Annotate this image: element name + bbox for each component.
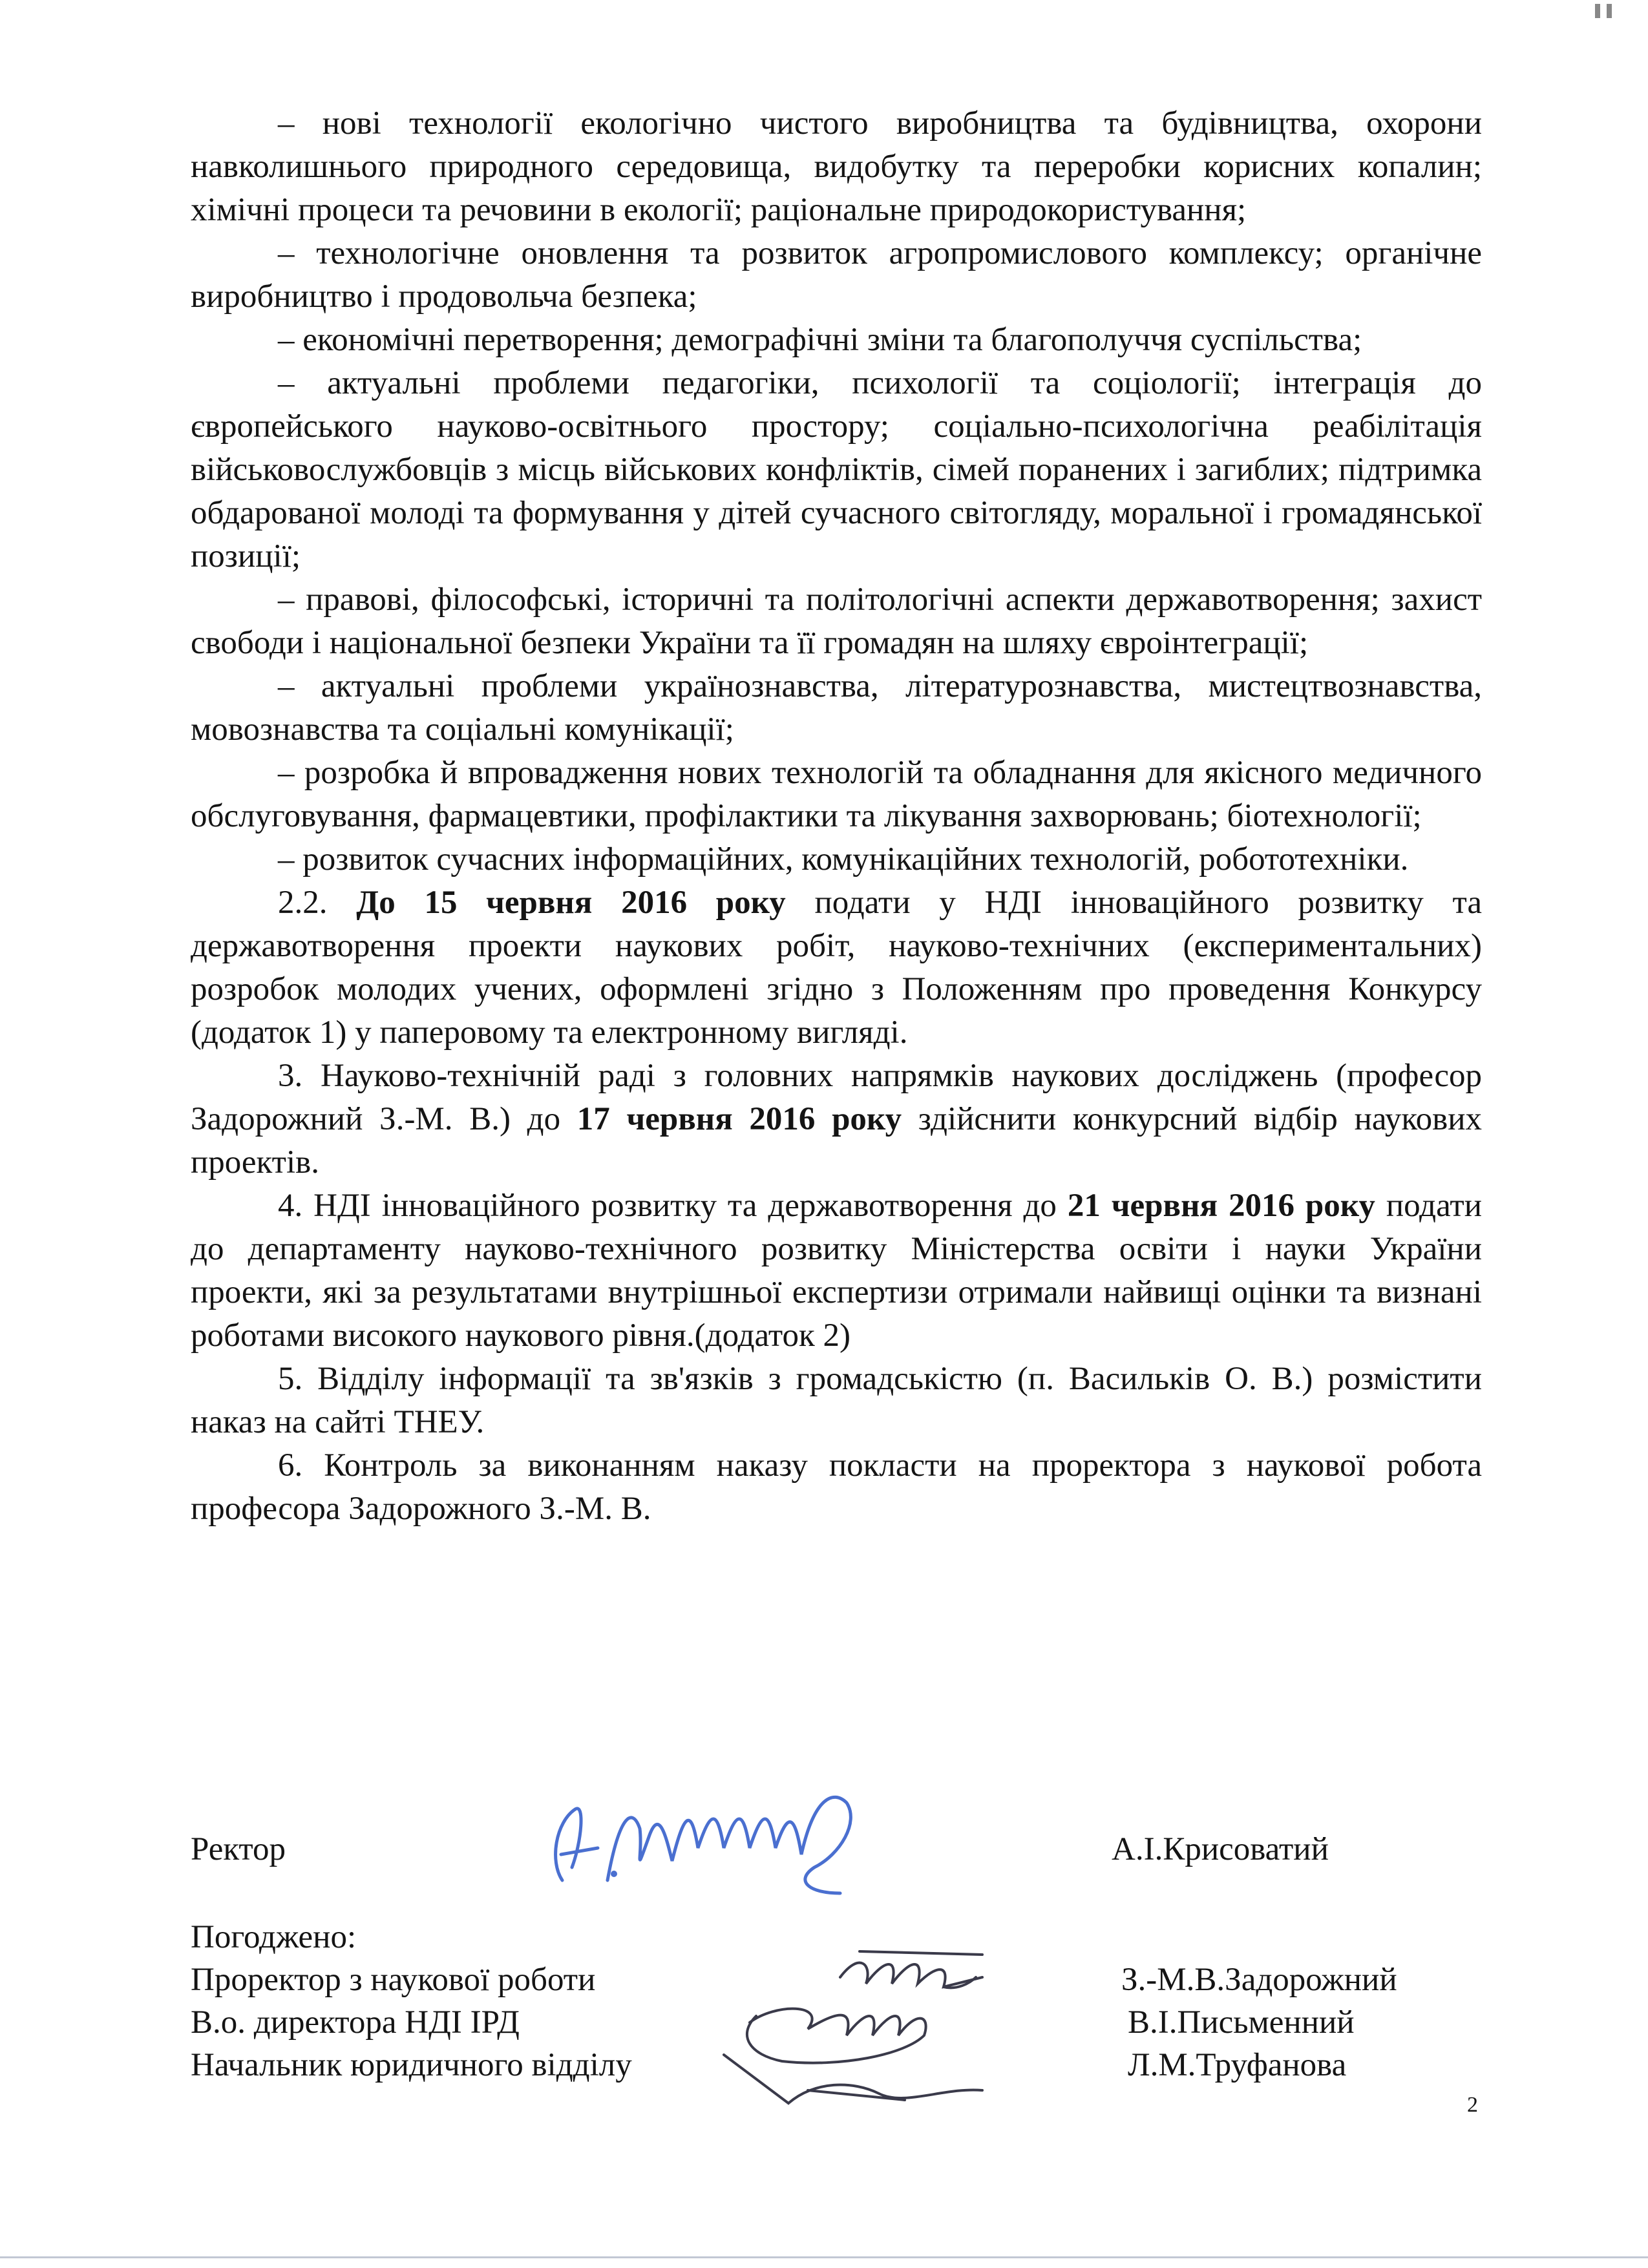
rector-name: А.І.Крисоватий xyxy=(1112,1831,1329,1867)
deadline-bold: 21 червня 2016 року xyxy=(1067,1188,1375,1224)
paragraph-text: здійснити конкурсний відбір наукових проектів. xyxy=(191,1101,1482,1181)
approval-signatures xyxy=(711,1938,1047,2126)
paragraph-3 xyxy=(191,1055,1482,1184)
deadline-bold: До 15 червня 2016 року xyxy=(356,885,786,921)
paragraph-number: 2.2. xyxy=(278,885,328,921)
signatory-name: З.-М.В.Задорожний xyxy=(1121,1962,1397,1998)
page-number: 2 xyxy=(1467,2093,1478,2117)
paragraph-4 xyxy=(191,1184,1482,1358)
paragraph-text: 4. НДІ інноваційного розвитку та державотворення до xyxy=(278,1188,1068,1224)
signatory-title: Проректор з наукової роботи xyxy=(191,1962,596,1998)
list-item: – економічні перетворення; демографічні зміни та благополуччя суспільства; xyxy=(278,322,1362,358)
list-item: – технологічне оновлення та розвиток агропромислового комплексу; органічне виробництво і продовольча безпека; xyxy=(191,235,1482,315)
scan-edge-line xyxy=(0,2256,1648,2258)
scan-mark xyxy=(1595,4,1600,18)
deadline-bold: 17 червня 2016 року xyxy=(576,1101,902,1137)
list-item: – нові технології екологічно чистого виробництва та будівництва, охорони навколишнього природного середовища, видобутку та переробки корисних копалин; хімічні процеси та речовини в екології; раціональне природокористування; xyxy=(191,105,1482,228)
scan-mark xyxy=(1607,4,1612,18)
list-item: – правові, філософські, історичні та політологічні аспекти державотворення; захист свободи і національної безпеки України та її громадян на шляху євроінтеграції; xyxy=(191,582,1482,661)
rector-title: Ректор xyxy=(191,1831,286,1867)
agreed-label: Погоджено: xyxy=(191,1919,357,1955)
paragraph-text: подати до департаменту науково-технічного розвитку Міністерства освіти і науки України проекти, які за результатами внутрішньої експертизи отримали найвищі оцінки та визнані роботами високого наукового рівня.(додаток 2) xyxy=(191,1188,1482,1354)
paragraph-2-2 xyxy=(191,881,1482,1055)
signatory-name: Л.М.Труфанова xyxy=(1128,2047,1347,2083)
paragraph-6: 6. Контроль за виконанням наказу покласти на проректора з наукової робота професора Задорожного З.-М. В. xyxy=(191,1447,1482,1527)
body-text xyxy=(191,102,1482,1531)
paragraph-5: 5. Відділу інформації та зв'язків з громадськістю (п. Васильків О. В.) розмістити наказ на сайті ТНЕУ. xyxy=(191,1361,1482,1440)
signatory-name: В.І.Письменний xyxy=(1128,2004,1355,2041)
rector-signature xyxy=(536,1783,937,1906)
signatory-title: Начальник юридичного відділу xyxy=(191,2047,632,2083)
list-item: – розробка й впровадження нових технологій та обладнання для якісного медичного обслуговування, фармацевтики, профілактики та лікування захворювань; біотехнології; xyxy=(191,755,1482,834)
list-item: – розвиток сучасних інформаційних, комунікаційних технологій, робототехніки. xyxy=(278,841,1409,877)
signatory-title: В.о. директора НДІ ІРД xyxy=(191,2004,520,2041)
list-item: – актуальні проблеми українознавства, літературознавства, мистецтвознавства, мовознавства та соціальні комунікації; xyxy=(191,668,1482,748)
list-item: – актуальні проблеми педагогіки, психології та соціології; інтеграція до європейського науково-освітнього простору; соціально-психологічна реабілітація військовослужбовців з місць військових конфліктів, сімей поранених і загиблих; підтримка обдарованої молоді та формування у дітей сучасного світогляду, моральної і громадянської позиції; xyxy=(191,365,1482,574)
paragraph-text: подати у НДІ інноваційного розвитку та державотворення проекти наукових робіт, науково-технічних (експериментальних) розробок молодих учених, оформлені згідно з Положенням про проведення Конкурсу (додаток 1) у паперовому та електронному вигляді. xyxy=(191,885,1482,1051)
paragraph-text: 3. Науково-технічній раді з головних напрямків наукових досліджень (професор Задорожний З.-М. В.) до xyxy=(191,1058,1482,1137)
